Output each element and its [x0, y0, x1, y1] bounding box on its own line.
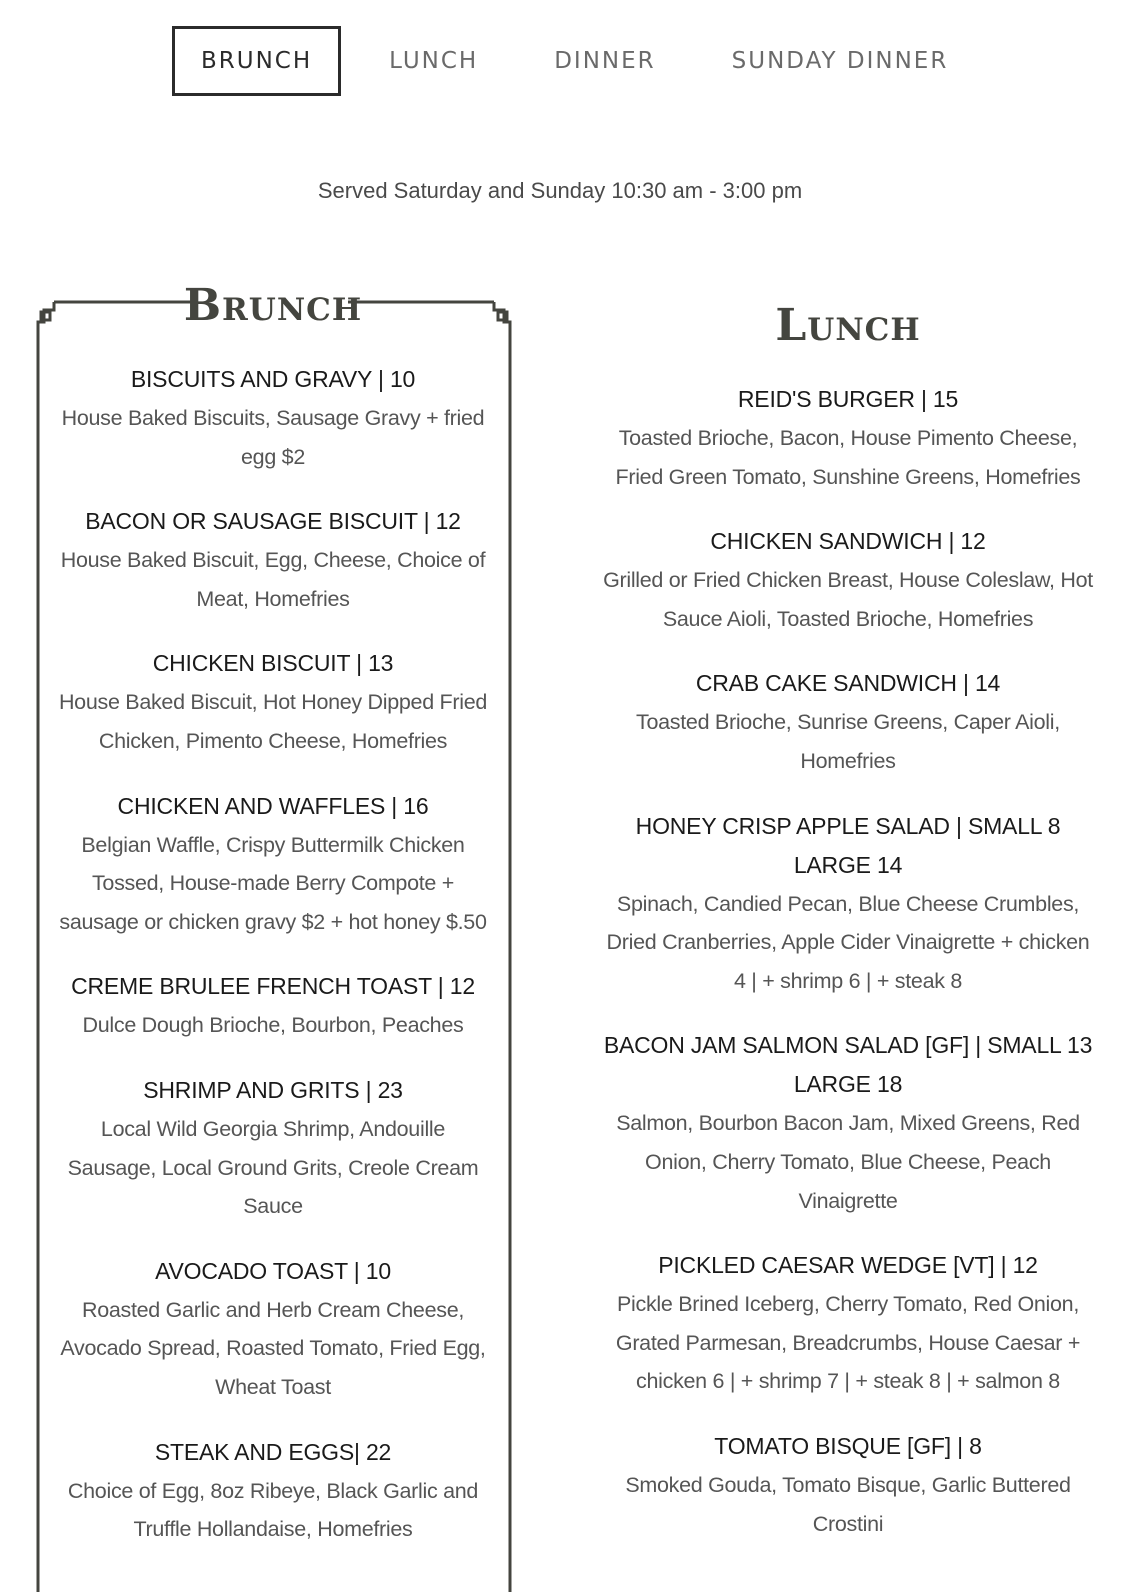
- tab-lunch[interactable]: LUNCH: [389, 48, 479, 74]
- menu-item-name: CRAB CAKE SANDWICH | 14: [695, 670, 1001, 697]
- menu-item-description: House Baked Biscuit, Hot Honey Dipped Fried Chicken, Pimento Cheese, Homefries: [58, 690, 488, 753]
- menu-item-name: STEAK AND EGGS| 22: [154, 1438, 392, 1465]
- menu-item-name: AVOCADO TOAST | 10: [155, 1257, 391, 1284]
- menu-item: [54, 967, 492, 1045]
- menu-item-name: TOMATO BISQUE [GF] | 8: [714, 1432, 982, 1459]
- tab-brunch[interactable]: BRUNCH: [172, 26, 341, 96]
- menu-tabs: [172, 26, 948, 96]
- menu-item-name: HONEY CRISP APPLE SALAD | SMALL 8 LARGE 14: [635, 812, 1061, 878]
- menu-item-name: CREME BRULEE FRENCH TOAST | 12: [71, 973, 475, 1000]
- menu-item: [600, 1026, 1096, 1220]
- brunch-heading: Brunch: [183, 280, 363, 331]
- menu-item: [600, 380, 1096, 496]
- menu-item-name: BACON OR SAUSAGE BISCUIT | 12: [85, 508, 461, 535]
- menu-item-name: PICKLED CAESAR WEDGE [VT] | 12: [658, 1252, 1038, 1279]
- menu-item-name: SHRIMP AND GRITS | 23: [143, 1076, 403, 1103]
- menu-item-name: CHICKEN SANDWICH | 12: [710, 528, 986, 555]
- lunch-section: [600, 300, 1096, 1569]
- menu-item-description: House Baked Biscuits, Sausage Gravy + fried egg $2: [61, 406, 485, 469]
- menu-item-description: Toasted Brioche, Sunrise Greens, Caper Aioli, Homefries: [636, 710, 1060, 773]
- tab-sunday-dinner[interactable]: SUNDAY DINNER: [731, 48, 949, 74]
- menu-item-name: BACON JAM SALMON SALAD [GF] | SMALL 13 LARGE 18: [603, 1032, 1093, 1098]
- menu-item: [600, 1427, 1096, 1543]
- menu-item: [54, 1252, 492, 1407]
- menu-item-description: Grilled or Fried Chicken Breast, House Coleslaw, Hot Sauce Aioli, Toasted Brioche, Homefries: [603, 568, 1093, 631]
- menu-item-name: REID'S BURGER | 15: [737, 386, 959, 412]
- menu-item-name: BISCUITS AND GRAVY | 10: [130, 366, 416, 392]
- menu-item-description: Roasted Garlic and Herb Cream Cheese, Avocado Spread, Roasted Tomato, Fried Egg, Wheat Toast: [60, 1297, 486, 1399]
- menu-item: [54, 502, 492, 618]
- served-hours: Served Saturday and Sunday 10:30 am - 3:00 pm: [317, 178, 803, 203]
- lunch-heading: Lunch: [775, 300, 921, 351]
- menu-item-description: Local Wild Georgia Shrimp, Andouille Sausage, Local Ground Grits, Creole Cream Sauce: [67, 1116, 479, 1219]
- menu-item-description: Spinach, Candied Pecan, Blue Cheese Crumbles, Dried Cranberries, Apple Cider Vinaigrette + chicken 4 | + shrimp 6 | + steak 8: [606, 891, 1090, 993]
- menu-item-description: Salmon, Bourbon Bacon Jam, Mixed Greens, Red Onion, Cherry Tomato, Blue Cheese, Peach Vinaigrette: [616, 1111, 1080, 1213]
- tab-dinner[interactable]: DINNER: [554, 48, 656, 74]
- brunch-section: [36, 282, 510, 1592]
- menu-item: [600, 522, 1096, 638]
- lunch-items: [600, 380, 1096, 1543]
- menu-item-description: Toasted Brioche, Bacon, House Pimento Cheese, Fried Green Tomato, Sunshine Greens, Homefries: [615, 426, 1081, 489]
- menu-item-description: Belgian Waffle, Crispy Buttermilk Chicken Tossed, House-made Berry Compote + sausage or chicken gravy $2 + hot honey $.50: [59, 832, 487, 934]
- menu-item: [54, 1433, 492, 1549]
- menu-item-name: CHICKEN BISCUIT | 13: [152, 650, 394, 677]
- menu-item-name: CHICKEN AND WAFFLES | 16: [117, 792, 429, 819]
- menu-item: [600, 1246, 1096, 1401]
- menu-item: [54, 787, 492, 942]
- brunch-items: [54, 360, 492, 1575]
- menu-item: [600, 807, 1096, 1001]
- menu-item-description: House Baked Biscuit, Egg, Cheese, Choice of Meat, Homefries: [60, 548, 486, 611]
- menu-item: [54, 644, 492, 760]
- menu-item: [600, 664, 1096, 780]
- menu-item-description: Choice of Egg, 8oz Ribeye, Black Garlic and Truffle Hollandaise, Homefries: [67, 1478, 479, 1542]
- menu-item-description: Smoked Gouda, Tomato Bisque, Garlic Buttered Crostini: [625, 1472, 1071, 1536]
- menu-item-description: Dulce Dough Brioche, Bourbon, Peaches: [82, 1013, 464, 1038]
- menu-item-description: Pickle Brined Iceberg, Cherry Tomato, Red Onion, Grated Parmesan, Breadcrumbs, House Caesar + chicken 6 | + shrimp 7 | + steak 8 | + salmon 8: [615, 1292, 1081, 1394]
- menu-item: [54, 1071, 492, 1226]
- menu-item: [54, 360, 492, 476]
